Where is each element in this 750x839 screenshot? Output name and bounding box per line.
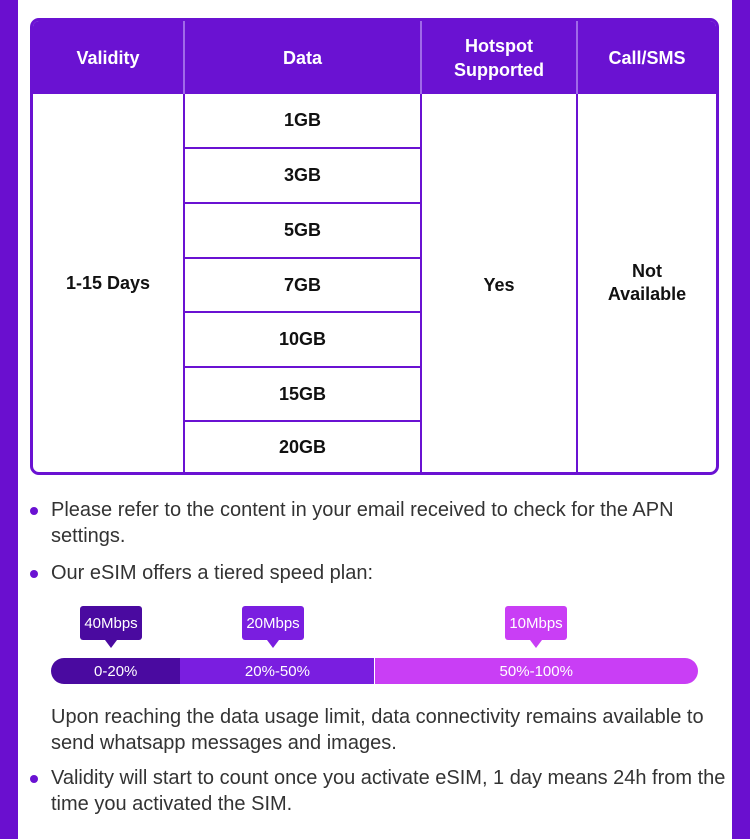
data-cell-3gb: 3GB [283, 165, 321, 185]
header-hotspot: Hotspot Supported [454, 35, 544, 80]
speed-tag-pointer [530, 640, 542, 648]
speed-tag-pointer [105, 640, 117, 648]
validity-note: Validity will start to count once you activate eSIM, 1 day means 24h from the time you activated the SIM. [51, 767, 726, 815]
data-cell-1gb: 1GB [283, 110, 321, 130]
speed-tag: 40Mbps [80, 606, 142, 640]
apn-note: Please refer to the content in your email received to check for the APN settings. [51, 499, 674, 547]
speed-bar-segment: 0-20% [51, 658, 180, 684]
bullet-icon [30, 507, 38, 515]
speed-tag-pointer [267, 640, 279, 648]
data-limit-note: Upon reaching the data usage limit, data connectivity remains available to send whatsapp messages and images. [51, 706, 704, 754]
bullet-icon [30, 775, 38, 783]
header-call-sms: Call/SMS [608, 47, 686, 68]
speed-intro-note: Our eSIM offers a tiered speed plan: [51, 562, 374, 584]
call-sms-cell: Not Available [607, 261, 687, 304]
data-cell-15gb: 15GB [278, 383, 327, 404]
data-cell-7gb: 7GB [283, 274, 321, 295]
hotspot-cell: Yes [483, 274, 515, 295]
bullet-icon [30, 570, 38, 578]
data-cell-10gb: 10GB [278, 329, 327, 349]
header-data: Data [282, 47, 322, 68]
header-divider [183, 21, 185, 94]
header-divider [420, 21, 422, 94]
validity-cell: 1-15 Days [65, 272, 151, 293]
speed-tag: 10Mbps [505, 606, 567, 640]
speed-bar-segment: 50%-100% [375, 658, 699, 684]
header-divider [576, 21, 578, 94]
speed-tag: 20Mbps [242, 606, 304, 640]
data-cell-20gb: 20GB [278, 436, 327, 457]
plan-table [30, 18, 719, 475]
speed-bar-segment: 20%-50% [180, 658, 374, 684]
header-validity: Validity [76, 47, 140, 68]
data-cell-5gb: 5GB [283, 220, 321, 240]
